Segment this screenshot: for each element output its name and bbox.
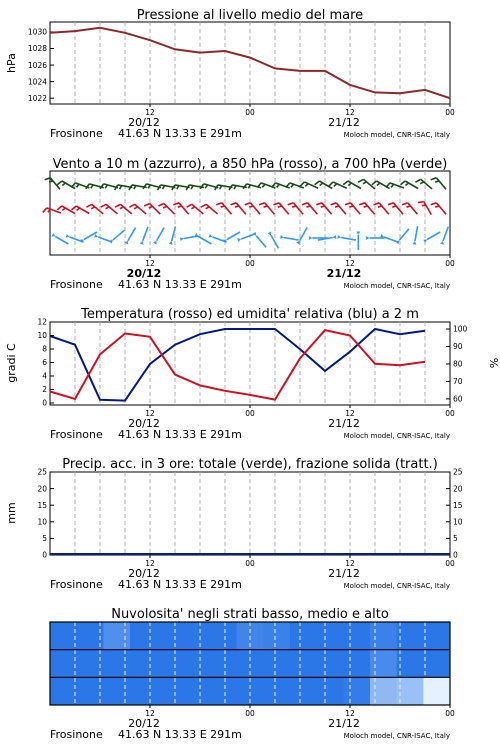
wind-barb-flag bbox=[106, 207, 109, 209]
x-tick-label: 12 bbox=[145, 559, 155, 568]
y-tick-label: 2 bbox=[42, 385, 47, 395]
wind-arrow-10m bbox=[241, 234, 255, 239]
date-label: 20/12 bbox=[128, 417, 160, 430]
cloud-cell bbox=[157, 650, 184, 678]
date-label: 20/12 bbox=[126, 267, 162, 280]
wind-barb-flag bbox=[435, 206, 439, 207]
temperature-title: Temperatura (rosso) ed umidita' relativa (blu) a 2 m bbox=[81, 307, 419, 322]
wind-barb-flag bbox=[134, 186, 136, 189]
cloud-cell bbox=[130, 622, 157, 650]
y-tick-label: 100 bbox=[453, 324, 468, 334]
wind-barb-850hpa bbox=[408, 203, 418, 214]
wind-barb-850hpa bbox=[351, 203, 361, 214]
wind-arrow-10m bbox=[341, 237, 356, 240]
y-tick-label: 4 bbox=[42, 371, 47, 381]
wind-arrow-head bbox=[169, 241, 173, 245]
x-tick-label: 00 bbox=[445, 108, 455, 117]
cloud-cell bbox=[317, 622, 344, 650]
cloud-cell bbox=[130, 650, 157, 678]
wind-arrow-head bbox=[194, 233, 198, 236]
wind-barb-flag bbox=[245, 203, 251, 205]
y-tick-label: 0 bbox=[42, 550, 47, 560]
x-tick-label: 12 bbox=[345, 559, 355, 568]
cloud-cell bbox=[183, 650, 210, 678]
y-tick-label: 5 bbox=[453, 534, 458, 544]
wind-barb-flag bbox=[435, 181, 439, 182]
wind-barb-flag bbox=[62, 208, 65, 211]
wind-barb-flag bbox=[134, 207, 137, 209]
wind-barb-flag bbox=[378, 206, 382, 207]
wind-barb-flag bbox=[101, 204, 106, 207]
wind-barb-flag bbox=[72, 206, 77, 210]
wind-barb-850hpa bbox=[250, 203, 260, 214]
wind-arrow-10m bbox=[256, 236, 266, 247]
wind-arrow-head bbox=[333, 235, 337, 239]
wind-arrow-10m bbox=[227, 232, 240, 240]
station-name: Frosinone bbox=[50, 127, 103, 140]
wind-barb-flag bbox=[129, 204, 134, 207]
y-tick-label: 20 bbox=[37, 484, 47, 494]
pressure-ylabel: hPa bbox=[5, 53, 18, 73]
y-tick-label: 8 bbox=[42, 344, 47, 354]
wind-barb-flag bbox=[415, 179, 420, 182]
wind-barb-flag bbox=[278, 206, 282, 207]
wind-barb-flag bbox=[321, 206, 325, 207]
y-tick-label: 5 bbox=[42, 534, 47, 544]
x-tick-label: 12 bbox=[145, 259, 155, 268]
wind-barb-850hpa bbox=[336, 203, 346, 214]
wind-barb-flag bbox=[264, 206, 268, 207]
wind-barb-flag bbox=[45, 178, 51, 180]
wind-barb-700hpa bbox=[436, 178, 446, 189]
wind-barb-flag bbox=[331, 203, 337, 205]
wind-barb-flag bbox=[187, 204, 192, 207]
cloud-cell bbox=[183, 622, 210, 650]
wind-barb-flag bbox=[86, 204, 91, 207]
wind-barb-flag bbox=[302, 203, 308, 205]
wind-barb-flag bbox=[57, 206, 62, 210]
wind-arrow-10m bbox=[284, 237, 299, 240]
precipitation-ylabel: mm bbox=[5, 502, 18, 524]
wind-arrow-head bbox=[153, 241, 156, 245]
wind-arrow-10m bbox=[399, 229, 409, 240]
cloud-cell bbox=[343, 677, 370, 705]
x-tick-label: 12 bbox=[145, 409, 155, 418]
temperature-panel bbox=[5, 307, 500, 441]
cloud-cell bbox=[210, 677, 237, 705]
wind-barb-flag bbox=[363, 182, 366, 184]
wind-barb-flag bbox=[163, 206, 167, 208]
cloud-cell bbox=[397, 677, 424, 705]
x-tick-label: 00 bbox=[245, 709, 255, 718]
wind-barb-flag bbox=[374, 203, 380, 205]
date-label: 21/12 bbox=[326, 267, 362, 280]
y-tick-label: 1030 bbox=[27, 27, 47, 37]
precipitation-time-axis bbox=[50, 555, 455, 591]
wind-barb-flag bbox=[77, 208, 80, 211]
cloud-cell bbox=[263, 650, 290, 678]
wind-barb-850hpa bbox=[179, 203, 189, 214]
station-coords: 41.63 N 13.33 E 291m bbox=[118, 578, 242, 591]
cloud-panel bbox=[50, 607, 455, 741]
model-credit: Moloch model, CNR-ISAC, Italy bbox=[343, 432, 450, 440]
cloud-cell bbox=[263, 677, 290, 705]
y-tick-label: 12 bbox=[37, 317, 47, 327]
wind-arrow-10m bbox=[172, 226, 176, 240]
wind-barb-flag bbox=[431, 178, 437, 180]
y-tick-label: 10 bbox=[453, 517, 463, 527]
wind-barb-flag bbox=[320, 183, 323, 186]
wind-barb-flag bbox=[306, 206, 310, 207]
cloud-cell bbox=[370, 650, 397, 678]
wind-barb-850hpa bbox=[120, 204, 131, 214]
cloud-cell bbox=[423, 650, 450, 678]
y-tick-label: 0 bbox=[42, 398, 47, 408]
x-tick-label: 12 bbox=[345, 709, 355, 718]
wind-barb-850hpa bbox=[92, 204, 103, 214]
wind-barb-flag bbox=[120, 207, 123, 209]
cloud-cell bbox=[50, 677, 77, 705]
wind-barb-850hpa bbox=[106, 204, 117, 214]
wind-barb-flag bbox=[43, 208, 47, 213]
station-name: Frosinone bbox=[50, 278, 103, 291]
cloud-cell bbox=[157, 622, 184, 650]
y-tick-label: 1028 bbox=[27, 44, 47, 54]
y-tick-label: 25 bbox=[453, 467, 463, 477]
wind-barb-850hpa bbox=[265, 203, 275, 214]
wind-arrow-head bbox=[237, 238, 241, 242]
wind-barb-flag bbox=[288, 203, 294, 205]
y-tick-label: 10 bbox=[37, 331, 47, 341]
wind-barb-flag bbox=[91, 185, 93, 188]
wind-arrow-head bbox=[356, 231, 360, 235]
y-tick-label: 20 bbox=[453, 484, 463, 494]
precipitation-title: Precip. acc. in 3 ore: totale (verde), frazione solida (tratt.) bbox=[62, 457, 438, 472]
wind-barb-flag bbox=[391, 184, 394, 187]
wind-barb-850hpa bbox=[365, 203, 375, 214]
cloud-cell bbox=[210, 650, 237, 678]
wind-arrow-head bbox=[337, 235, 341, 239]
cloud-cell bbox=[290, 677, 317, 705]
wind-barb-flag bbox=[329, 182, 333, 186]
wind-barb-850hpa bbox=[308, 203, 318, 214]
cloud-cell bbox=[397, 650, 424, 678]
station-coords: 41.63 N 13.33 E 291m bbox=[118, 728, 242, 741]
wind-barb-flag bbox=[273, 203, 279, 205]
humidity-yticks-right bbox=[446, 325, 468, 404]
x-tick-label: 12 bbox=[145, 108, 155, 117]
wind-barb-flag bbox=[345, 203, 351, 205]
wind-barb-flag bbox=[144, 204, 149, 206]
y-tick-label: 25 bbox=[37, 467, 47, 477]
wind-arrow-10m bbox=[300, 228, 308, 241]
model-credit: Moloch model, CNR-ISAC, Italy bbox=[343, 582, 450, 590]
wind-arrow-head bbox=[51, 233, 55, 236]
wind-barb-flag bbox=[316, 203, 322, 205]
cloud-cell bbox=[370, 677, 397, 705]
humidity-ylabel: % bbox=[487, 357, 500, 369]
cloud-cell bbox=[343, 650, 370, 678]
wind-arrow-10m bbox=[143, 227, 148, 241]
wind-barb-flag bbox=[364, 206, 368, 207]
model-credit: Moloch model, CNR-ISAC, Italy bbox=[343, 131, 450, 139]
wind-barb-flag bbox=[201, 204, 206, 207]
y-tick-label: 1026 bbox=[27, 60, 47, 70]
x-tick-label: 00 bbox=[445, 559, 455, 568]
x-tick-label: 00 bbox=[445, 409, 455, 418]
y-tick-label: 90 bbox=[453, 342, 463, 352]
wind-barb-flag bbox=[76, 184, 79, 187]
temperature-series-line bbox=[50, 330, 425, 400]
wind-barb-flag bbox=[206, 207, 209, 209]
cloud-cell bbox=[397, 622, 424, 650]
y-tick-label: 0 bbox=[453, 550, 458, 560]
y-tick-label: 10 bbox=[37, 517, 47, 527]
date-label: 21/12 bbox=[328, 116, 360, 129]
cloud-cell bbox=[343, 622, 370, 650]
model-credit: Moloch model, CNR-ISAC, Italy bbox=[343, 282, 450, 290]
cloud-cell bbox=[423, 677, 450, 705]
wind-barb-flag bbox=[334, 184, 337, 187]
wind-barb-flag bbox=[405, 183, 408, 186]
station-name: Frosinone bbox=[50, 578, 103, 591]
wind-barb-flag bbox=[372, 181, 377, 185]
y-tick-label: 6 bbox=[42, 358, 47, 368]
wind-barb-flag bbox=[392, 206, 396, 207]
wind-arrow-head bbox=[366, 236, 370, 240]
wind-barb-850hpa bbox=[322, 203, 332, 214]
station-coords: 41.63 N 13.33 E 291m bbox=[118, 428, 242, 441]
wind-barb-flag bbox=[292, 206, 296, 207]
x-tick-label: 12 bbox=[345, 409, 355, 418]
wind-barb-flag bbox=[315, 181, 320, 185]
date-label: 21/12 bbox=[328, 567, 360, 580]
wind-arrow-head bbox=[423, 240, 427, 243]
wind-barb-flag bbox=[388, 203, 394, 205]
wind-arrow-head bbox=[140, 241, 144, 245]
date-label: 21/12 bbox=[328, 417, 360, 430]
wind-barb-flag bbox=[162, 186, 164, 189]
y-tick-label: 70 bbox=[453, 377, 463, 387]
wind-panel bbox=[43, 157, 455, 291]
station-coords: 41.63 N 13.33 E 291m bbox=[118, 278, 242, 291]
wind-barb-flag bbox=[407, 206, 411, 207]
cloud-cell bbox=[263, 622, 290, 650]
y-tick-label: 80 bbox=[453, 359, 463, 369]
wind-barb-flag bbox=[149, 206, 153, 208]
wind-barb-flag bbox=[291, 184, 294, 187]
wind-barb-flag bbox=[62, 183, 65, 186]
wind-arrow-head bbox=[268, 231, 271, 235]
wind-barb-flag bbox=[173, 203, 179, 205]
station-name: Frosinone bbox=[50, 428, 103, 441]
wind-arrow-head bbox=[296, 241, 299, 245]
y-tick-label: 60 bbox=[453, 394, 463, 404]
wind-barb-flag bbox=[57, 181, 62, 185]
x-tick-label: 00 bbox=[245, 259, 255, 268]
wind-barb-flag bbox=[402, 203, 408, 205]
cloud-cell bbox=[290, 622, 317, 650]
wind-barb-flag bbox=[231, 203, 237, 205]
wind-barb-850hpa bbox=[192, 204, 203, 214]
wind-barb-flag bbox=[216, 203, 222, 205]
wind-barb-flag bbox=[300, 182, 304, 186]
y-tick-label: 15 bbox=[453, 500, 463, 510]
wind-barb-flag bbox=[234, 186, 236, 189]
wind-barb-flag bbox=[277, 184, 280, 187]
wind-arrow-10m bbox=[157, 228, 165, 241]
date-label: 20/12 bbox=[128, 116, 160, 129]
cloud-cell bbox=[103, 677, 130, 705]
precipitation-yticks-right bbox=[446, 468, 463, 560]
date-label: 20/12 bbox=[128, 567, 160, 580]
wind-arrow-10m bbox=[113, 230, 124, 240]
wind-arrow-head bbox=[66, 234, 70, 238]
cloud-cell bbox=[103, 622, 130, 650]
wind-barb-flag bbox=[220, 186, 222, 189]
wind-barb-850hpa bbox=[279, 203, 289, 214]
wind-barb-flag bbox=[191, 207, 194, 209]
x-tick-label: 00 bbox=[445, 259, 455, 268]
date-label: 21/12 bbox=[328, 717, 360, 730]
y-tick-label: 15 bbox=[37, 500, 47, 510]
cloud-cell bbox=[50, 622, 77, 650]
wind-barb-flag bbox=[418, 202, 424, 203]
wind-barb-850hpa bbox=[164, 204, 175, 215]
wind-barb-700hpa bbox=[421, 179, 432, 189]
wind-barb-flag bbox=[105, 185, 107, 188]
cloud-cell bbox=[103, 650, 130, 678]
wind-barbs bbox=[43, 178, 448, 250]
cloud-cell bbox=[423, 622, 450, 650]
x-tick-label: 12 bbox=[345, 108, 355, 117]
wind-arrow-head bbox=[440, 241, 444, 245]
temperature-yticks-left bbox=[37, 318, 54, 408]
x-tick-label: 12 bbox=[145, 709, 155, 718]
wind-barb-flag bbox=[305, 184, 308, 187]
wind-barb-850hpa bbox=[222, 203, 232, 214]
wind-barb-flag bbox=[205, 185, 207, 188]
wind-barb-flag bbox=[343, 181, 348, 185]
temperature-ylabel: gradi C bbox=[5, 343, 18, 383]
station-name: Frosinone bbox=[50, 728, 103, 741]
wind-barb-flag bbox=[177, 186, 179, 189]
wind-time-axis bbox=[50, 255, 455, 291]
precipitation-grid bbox=[75, 472, 425, 555]
wind-arrow-10m bbox=[384, 237, 398, 242]
x-tick-label: 00 bbox=[445, 709, 455, 718]
wind-arrow-head bbox=[309, 236, 313, 240]
wind-barb-850hpa bbox=[436, 203, 446, 214]
cloud-cell bbox=[130, 677, 157, 705]
model-credit: Moloch model, CNR-ISAC, Italy bbox=[343, 732, 450, 740]
pressure-title: Pressione al livello medio del mare bbox=[136, 8, 364, 23]
wind-barb-flag bbox=[358, 179, 363, 182]
wind-barb-850hpa bbox=[293, 203, 303, 214]
wind-barb-flag bbox=[262, 184, 265, 187]
wind-arrow-head bbox=[280, 235, 284, 239]
wind-barb-flag bbox=[348, 183, 351, 186]
wind-barb-flag bbox=[235, 206, 239, 207]
precipitation-yticks-left bbox=[37, 468, 54, 560]
wind-barb-flag bbox=[400, 181, 405, 185]
pressure-time-axis bbox=[50, 104, 455, 140]
wind-barb-flag bbox=[178, 206, 182, 207]
x-tick-label: 12 bbox=[345, 259, 355, 268]
cloud-time-axis bbox=[50, 705, 455, 741]
cloud-cell bbox=[183, 677, 210, 705]
cloud-title: Nuvolosita' negli strati basso, medio e alto bbox=[111, 607, 389, 622]
wind-arrow-head bbox=[94, 234, 98, 238]
wind-barb-850hpa bbox=[206, 204, 217, 214]
wind-barb-flag bbox=[377, 183, 380, 186]
wind-arrow-10m bbox=[443, 227, 448, 241]
wind-barb-850hpa bbox=[379, 203, 389, 214]
wind-arrow-10m bbox=[415, 226, 418, 241]
wind-barb-flag bbox=[91, 207, 94, 209]
y-tick-label: 1024 bbox=[27, 77, 47, 87]
x-tick-label: 00 bbox=[245, 108, 255, 117]
wind-barb-flag bbox=[221, 206, 225, 207]
wind-barb-flag bbox=[120, 186, 122, 189]
y-tick-label: 1022 bbox=[27, 93, 47, 103]
x-tick-label: 00 bbox=[245, 409, 255, 418]
humidity-series-line bbox=[50, 329, 425, 401]
wind-arrow-head bbox=[209, 234, 213, 238]
wind-arrow-10m bbox=[427, 232, 440, 240]
wind-arrow-head bbox=[412, 241, 416, 245]
station-coords: 41.63 N 13.33 E 291m bbox=[118, 127, 242, 140]
wind-barb-flag bbox=[335, 206, 339, 207]
wind-title: Vento a 10 m (azzurro), a 850 hPa (rosso), a 700 hPa (verde) bbox=[52, 157, 448, 172]
wind-arrow-head bbox=[380, 234, 384, 238]
cloud-cell bbox=[290, 650, 317, 678]
wind-barb-850hpa bbox=[393, 203, 403, 214]
wind-barb-flag bbox=[420, 182, 423, 184]
precipitation-panel bbox=[5, 457, 463, 591]
date-label: 20/12 bbox=[128, 717, 160, 730]
wind-barb-850hpa bbox=[236, 203, 246, 214]
wind-arrow-10m bbox=[55, 237, 68, 245]
wind-arrow-head bbox=[180, 237, 184, 241]
wind-barb-flag bbox=[431, 203, 437, 205]
cloud-cell bbox=[157, 677, 184, 705]
pressure-frame bbox=[50, 22, 450, 104]
pressure-panel bbox=[5, 8, 455, 140]
wind-barb-flag bbox=[158, 204, 163, 206]
cloud-cell bbox=[317, 677, 344, 705]
cloud-cell bbox=[317, 650, 344, 678]
wind-barb-flag bbox=[191, 186, 193, 189]
cloud-cell bbox=[370, 622, 397, 650]
wind-barb-flag bbox=[359, 203, 365, 205]
cloud-cell bbox=[50, 650, 77, 678]
wind-barb-flag bbox=[115, 204, 120, 207]
x-tick-label: 00 bbox=[245, 559, 255, 568]
wind-barb-flag bbox=[259, 203, 265, 205]
wind-arrow-10m bbox=[128, 228, 136, 241]
wind-barb-flag bbox=[422, 205, 426, 206]
temperature-time-axis bbox=[50, 405, 455, 441]
cloud-cell bbox=[210, 622, 237, 650]
